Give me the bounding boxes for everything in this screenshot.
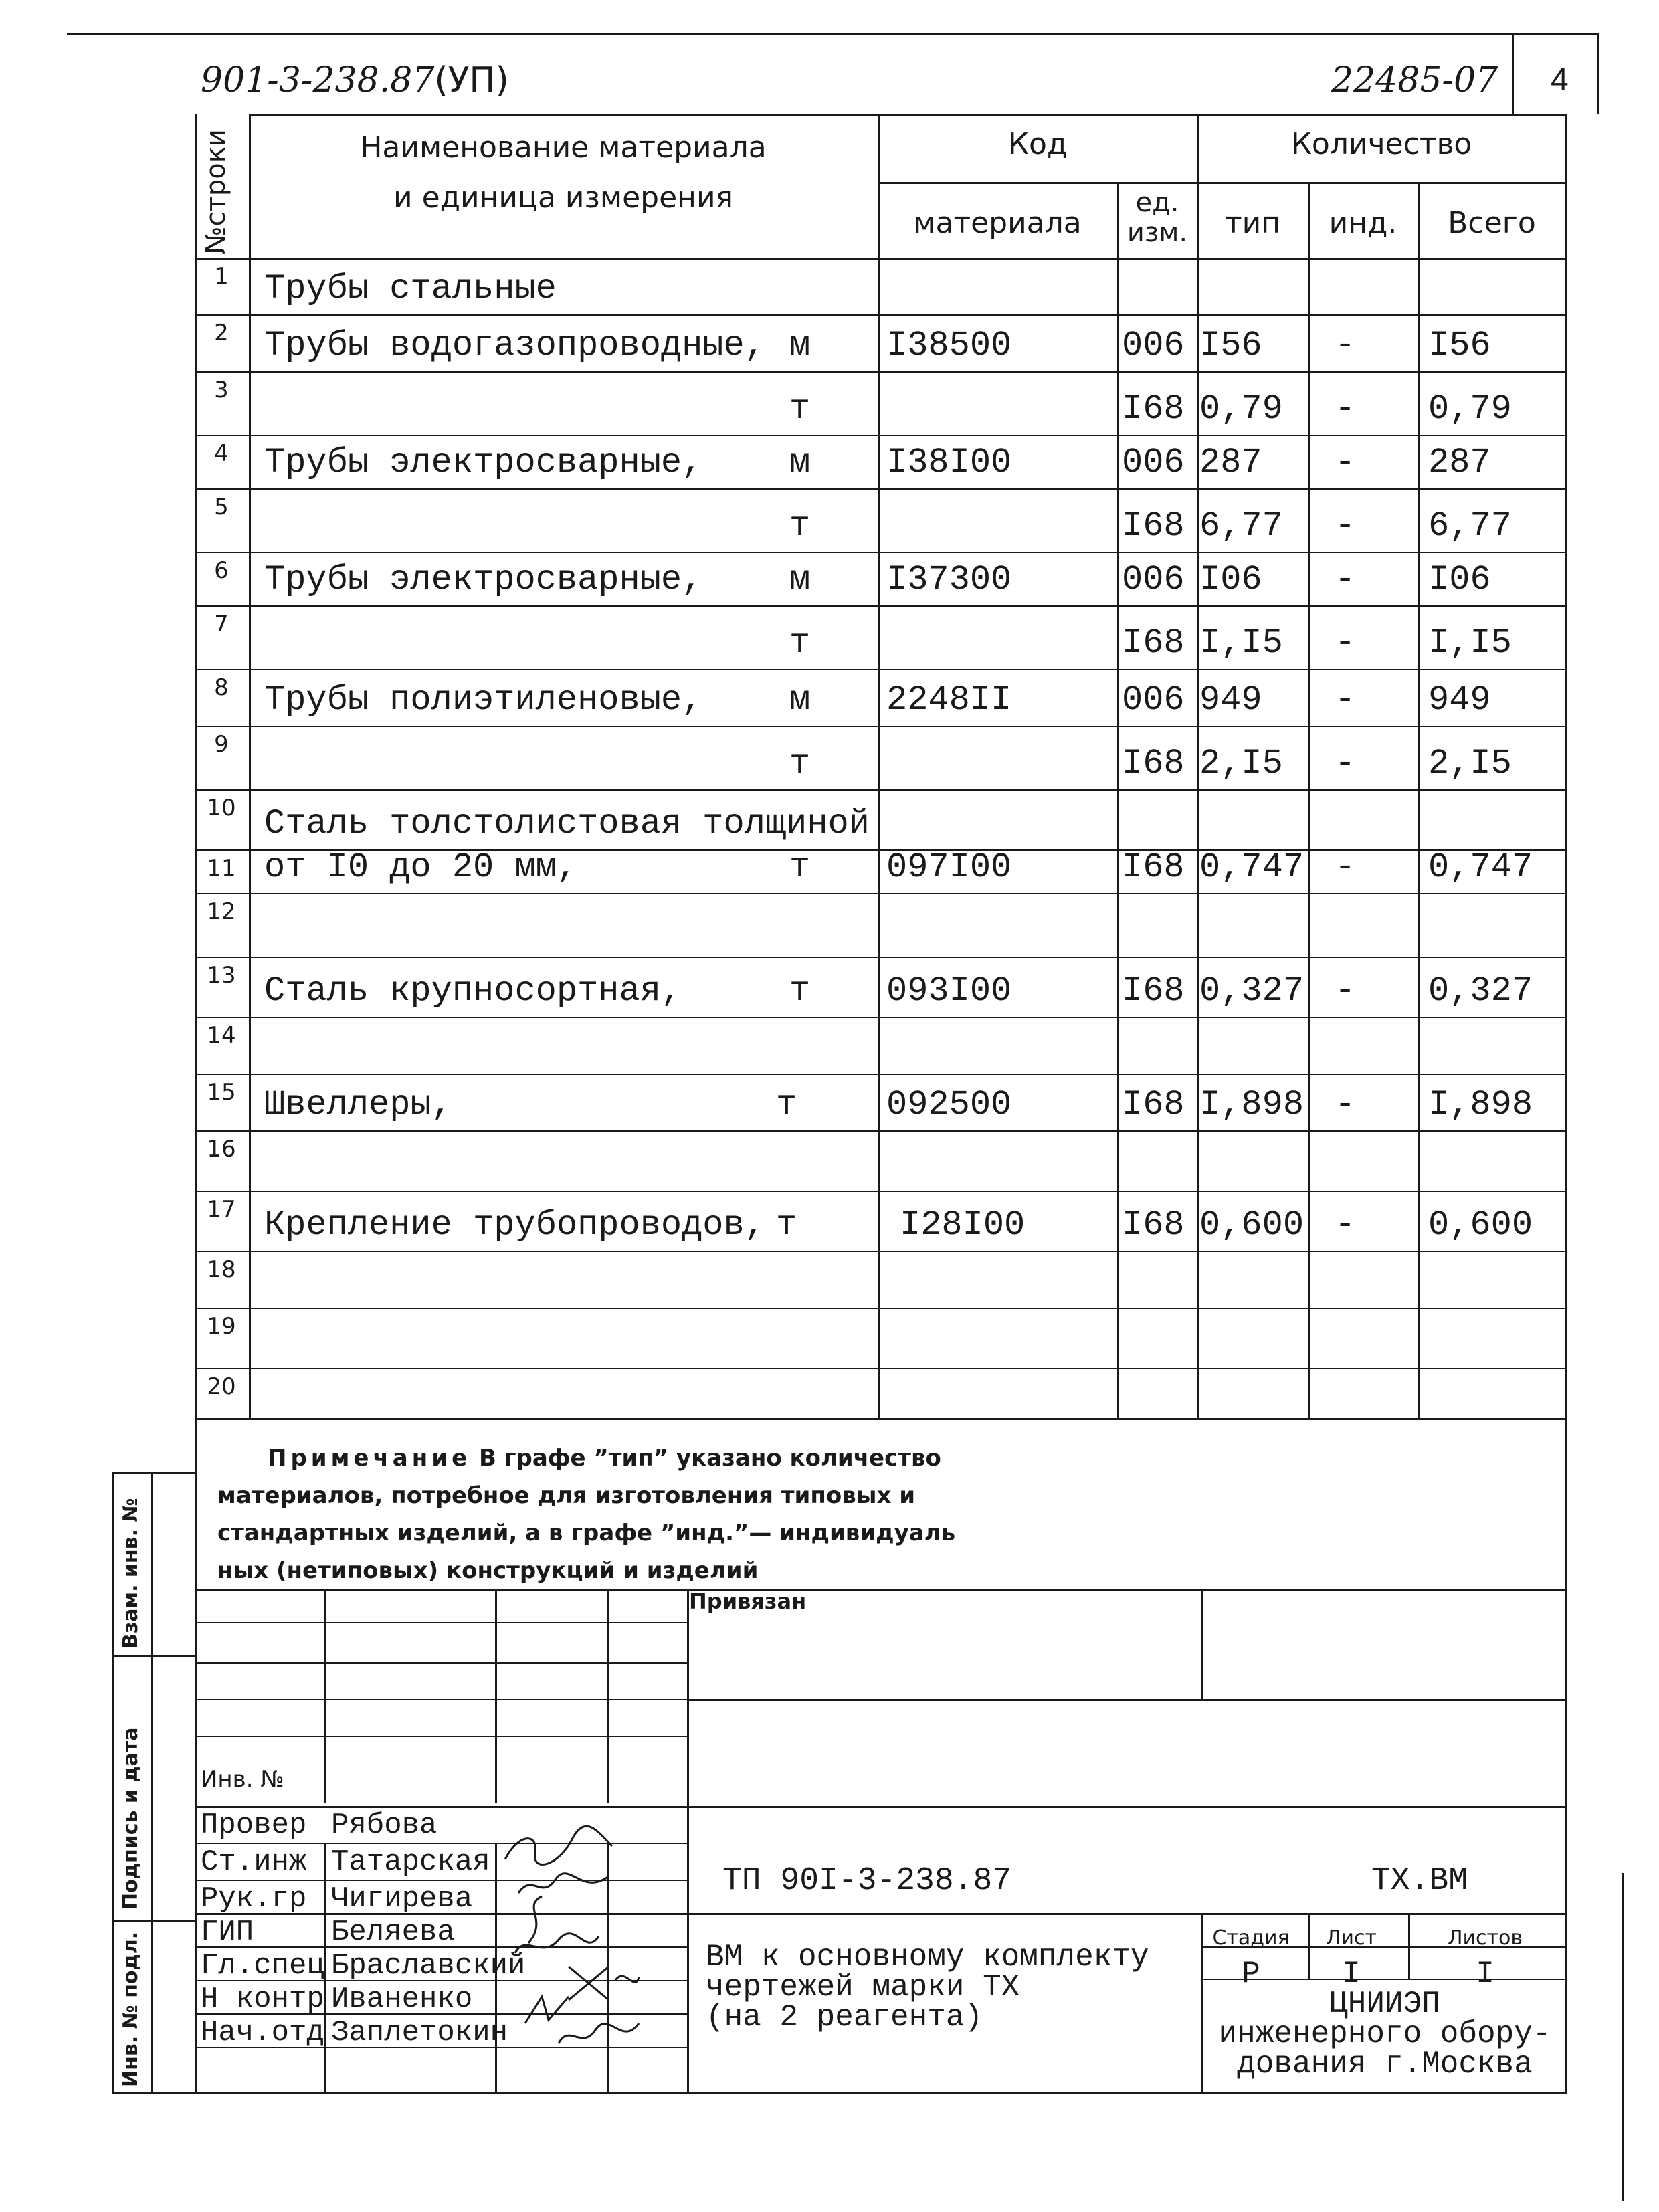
stage-label: Стадия bbox=[1212, 1926, 1290, 1950]
note-text-1: В графе ”тип” указано количество bbox=[478, 1445, 941, 1472]
material-name: Сталь крупносортная, bbox=[264, 971, 682, 1011]
qty-type: 0,747 bbox=[1199, 847, 1304, 887]
col-line-unit bbox=[1117, 182, 1119, 1418]
doc-code bbox=[201, 60, 509, 100]
qty-type: I,I5 bbox=[1199, 623, 1283, 663]
inventory-code: 22485-07 bbox=[1331, 60, 1498, 100]
approver-name: Чигирева bbox=[331, 1882, 473, 1916]
unit-code: 006 bbox=[1122, 326, 1185, 365]
row-line bbox=[195, 789, 1565, 791]
unit-of-measure: т bbox=[789, 389, 811, 429]
tb-line bbox=[195, 1622, 687, 1623]
material-name: Трубы полиэтиленовые, bbox=[264, 680, 703, 720]
row-number: 14 bbox=[207, 1022, 236, 1049]
tb-vline bbox=[1201, 1589, 1203, 1699]
row-line bbox=[195, 1130, 1565, 1132]
approver-role: Провер bbox=[201, 1809, 307, 1842]
unit-code: 006 bbox=[1122, 680, 1185, 720]
approver-name: Заплетокин bbox=[331, 2016, 508, 2049]
unit-of-measure: м bbox=[789, 560, 811, 599]
row-line bbox=[195, 957, 1565, 958]
qty-ind: - bbox=[1335, 971, 1356, 1011]
description-line1: ВМ к основному комплекту bbox=[706, 1940, 1149, 1975]
top-rule bbox=[67, 33, 1599, 35]
row-line bbox=[195, 726, 1565, 727]
approver-name: Беляева bbox=[331, 1916, 455, 1949]
unit-code: I68 bbox=[1122, 971, 1185, 1011]
unit-code: I68 bbox=[1122, 506, 1185, 546]
material-name: Трубы стальные bbox=[264, 269, 557, 308]
row-number: 3 bbox=[214, 377, 229, 403]
qty-ind: - bbox=[1335, 623, 1356, 663]
qty-ind: - bbox=[1335, 443, 1356, 482]
org-line2: инженерного обору- bbox=[1218, 2017, 1551, 2051]
inv-no-label: Инв. № bbox=[201, 1766, 284, 1793]
side-strip-left bbox=[112, 1472, 114, 2094]
approver-role: Н контр bbox=[201, 1983, 324, 2016]
qty-type: I,898 bbox=[1199, 1085, 1304, 1124]
material-name: Швеллеры, bbox=[264, 1085, 452, 1124]
side-strip-sep2 bbox=[112, 1920, 196, 1922]
qty-ind: - bbox=[1335, 326, 1356, 365]
side-podpis: Подпись и дата bbox=[119, 1727, 142, 1910]
material-code: I38I00 bbox=[886, 443, 1012, 482]
row-number: 13 bbox=[207, 962, 236, 989]
row-number: 15 bbox=[207, 1079, 236, 1106]
unit-of-measure: т bbox=[789, 847, 811, 887]
row-line bbox=[195, 1251, 1565, 1252]
unit-of-measure: т bbox=[776, 1205, 797, 1245]
row-line bbox=[195, 1308, 1565, 1309]
row-number: 16 bbox=[207, 1136, 236, 1163]
description-line3: (на 2 реагента) bbox=[706, 2000, 983, 2035]
description-line2: чертежей марки ТХ bbox=[706, 1970, 1020, 2005]
row-number: 6 bbox=[214, 557, 229, 584]
approver-role: Гл.спец bbox=[201, 1949, 324, 1983]
col-line-code bbox=[878, 114, 880, 1418]
qty-type: I06 bbox=[1199, 560, 1262, 599]
row-number: 5 bbox=[214, 494, 229, 520]
material-code: I37300 bbox=[886, 560, 1012, 599]
header-qty-total: Всего bbox=[1448, 206, 1536, 240]
qty-type: 287 bbox=[1199, 443, 1262, 482]
signature-zapletokin bbox=[555, 2017, 642, 2057]
material-code: 097I00 bbox=[886, 847, 1012, 887]
qty-total: 949 bbox=[1428, 680, 1491, 720]
tb-line bbox=[195, 1699, 687, 1700]
row-line bbox=[195, 893, 1565, 894]
material-name: от I0 до 20 мм, bbox=[264, 847, 578, 887]
material-code: 092500 bbox=[886, 1085, 1012, 1124]
sheet-label: Лист bbox=[1325, 1926, 1377, 1950]
qty-type: 0,600 bbox=[1199, 1205, 1304, 1245]
side-strip-sep1 bbox=[112, 1655, 196, 1657]
row-number: 20 bbox=[207, 1373, 236, 1400]
qty-ind: - bbox=[1335, 1205, 1356, 1245]
header-code-material: материала bbox=[913, 206, 1082, 240]
qty-total: 0,79 bbox=[1428, 389, 1512, 429]
unit-code: I68 bbox=[1122, 389, 1185, 429]
tb-line bbox=[687, 1699, 1565, 1701]
privyazan-label: Привязан bbox=[689, 1589, 807, 1614]
qty-type: 2,I5 bbox=[1199, 744, 1283, 783]
qty-type: 0,79 bbox=[1199, 389, 1283, 429]
qty-ind: - bbox=[1335, 1085, 1356, 1124]
row-number: 1 bbox=[214, 263, 229, 290]
header-bottom-line bbox=[195, 258, 1565, 260]
side-strip-top bbox=[112, 1472, 196, 1474]
stage-value: Р bbox=[1242, 1956, 1260, 1991]
header-row-number: №строки bbox=[201, 129, 231, 254]
material-name: Трубы электросварные, bbox=[264, 443, 703, 482]
qty-total: 0,327 bbox=[1428, 971, 1533, 1011]
qty-total: I,I5 bbox=[1428, 623, 1512, 663]
note-line3: стандартных изделий, а в графе ”инд.”— индивидуаль bbox=[217, 1520, 956, 1546]
tb-line bbox=[195, 1589, 687, 1591]
unit-of-measure: т bbox=[776, 1085, 797, 1124]
row-line bbox=[195, 1074, 1565, 1075]
header-quantity: Количество bbox=[1290, 127, 1472, 161]
row-line bbox=[195, 1368, 1565, 1369]
header-code-unit-line1: ед. bbox=[1135, 187, 1179, 218]
org-line1: ЦНИИЭП bbox=[1329, 1987, 1440, 2021]
header-code-unit-line2: изм. bbox=[1127, 217, 1188, 248]
qty-type: I56 bbox=[1199, 326, 1262, 365]
unit-of-measure: т bbox=[789, 971, 811, 1011]
col-line-ind bbox=[1308, 182, 1310, 1418]
material-name: Крепление трубопроводов, bbox=[264, 1205, 765, 1245]
qty-total: I56 bbox=[1428, 326, 1491, 365]
page-number-box-left bbox=[1512, 33, 1514, 114]
tb-line bbox=[195, 1806, 1565, 1808]
col-line-name bbox=[249, 114, 251, 1418]
col-line-right bbox=[1565, 114, 1567, 2094]
note-line1 bbox=[268, 1445, 941, 1472]
qty-type: 6,77 bbox=[1199, 506, 1283, 546]
tb-vline bbox=[324, 1843, 326, 2094]
side-inv-podl: Инв. № подл. bbox=[119, 1931, 142, 2087]
org-line3: дования г.Москва bbox=[1237, 2047, 1533, 2082]
approver-role: Ст.инж bbox=[201, 1845, 307, 1879]
unit-of-measure: м bbox=[789, 443, 811, 482]
tb-vline bbox=[324, 1589, 326, 1803]
header-qty-type: тип bbox=[1225, 206, 1280, 240]
tb-line bbox=[195, 1736, 687, 1737]
row-line bbox=[195, 435, 1565, 436]
qty-total: I,898 bbox=[1428, 1085, 1533, 1124]
qty-ind: - bbox=[1335, 847, 1356, 887]
row-line bbox=[195, 605, 1565, 607]
unit-of-measure: т bbox=[789, 623, 811, 663]
page-number-box-right bbox=[1597, 33, 1599, 114]
row-number: 10 bbox=[207, 795, 236, 821]
doc-code-suffix: (УП) bbox=[434, 60, 509, 100]
qty-total: 6,77 bbox=[1428, 506, 1512, 546]
col-line-total bbox=[1418, 182, 1420, 1418]
approver-name: Браславский bbox=[331, 1949, 526, 1983]
row-line bbox=[195, 1017, 1565, 1018]
qty-ind: - bbox=[1335, 506, 1356, 546]
approver-role: Рук.гр bbox=[201, 1882, 307, 1916]
row-number: 12 bbox=[207, 898, 236, 925]
unit-of-measure: т bbox=[789, 506, 811, 546]
row-line bbox=[195, 371, 1565, 373]
sheets-value: I bbox=[1476, 1956, 1494, 1991]
material-code: I38500 bbox=[886, 326, 1012, 365]
approver-role: Нач.отд bbox=[201, 2016, 324, 2049]
header-mid-line bbox=[878, 182, 1565, 184]
tb-vline bbox=[1201, 1913, 1203, 2094]
header-name-line2: и единица измерения bbox=[393, 181, 734, 215]
material-code: 2248II bbox=[886, 680, 1012, 720]
material-name: Трубы электросварные, bbox=[264, 560, 703, 599]
table-top-line bbox=[249, 114, 1565, 116]
side-vzam: Взам. инв. № bbox=[119, 1498, 142, 1649]
unit-code: 006 bbox=[1122, 560, 1185, 599]
qty-ind: - bbox=[1335, 560, 1356, 599]
right-edge-mark bbox=[1622, 1873, 1624, 2201]
qty-total: 287 bbox=[1428, 443, 1491, 482]
doc-mark: ТХ.ВМ bbox=[1371, 1863, 1468, 1899]
sheet-value: I bbox=[1342, 1956, 1361, 1991]
approver-name: Иваненко bbox=[331, 1983, 473, 2016]
unit-code: I68 bbox=[1122, 847, 1185, 887]
qty-type: 949 bbox=[1199, 680, 1262, 720]
sheets-label: Листов bbox=[1447, 1926, 1523, 1950]
tb-vline bbox=[687, 1589, 689, 2094]
approver-name: Рябова bbox=[331, 1809, 437, 1842]
page-number: 4 bbox=[1551, 62, 1569, 98]
doc-number: ТП 90I-3-238.87 bbox=[722, 1863, 1012, 1899]
row-line bbox=[195, 669, 1565, 670]
material-code: 093I00 bbox=[886, 971, 1012, 1011]
table-bottom-line bbox=[195, 1418, 1565, 1420]
row-number: 9 bbox=[214, 731, 229, 758]
row-line bbox=[195, 552, 1565, 553]
qty-ind: - bbox=[1335, 680, 1356, 720]
row-line bbox=[195, 1191, 1565, 1192]
tb-vline bbox=[495, 1589, 497, 1803]
unit-of-measure: т bbox=[789, 744, 811, 783]
row-number: 7 bbox=[214, 611, 229, 637]
qty-type: 0,327 bbox=[1199, 971, 1304, 1011]
row-number: 18 bbox=[207, 1256, 236, 1283]
note-line2: материалов, потребное для изготовления типовых и bbox=[217, 1482, 916, 1509]
unit-code: I68 bbox=[1122, 1205, 1185, 1245]
side-strip-right bbox=[151, 1472, 153, 2094]
row-number: 11 bbox=[207, 855, 236, 882]
unit-code: I68 bbox=[1122, 1085, 1185, 1124]
approver-role: ГИП bbox=[201, 1916, 254, 1949]
material-name: Сталь толстолистовая толщиной bbox=[264, 804, 870, 843]
unit-of-measure: м bbox=[789, 680, 811, 720]
approver-name: Татарская bbox=[331, 1845, 490, 1879]
row-line bbox=[195, 488, 1565, 490]
row-line bbox=[195, 314, 1565, 316]
unit-code: I68 bbox=[1122, 744, 1185, 783]
qty-total: 0,600 bbox=[1428, 1205, 1533, 1245]
qty-ind: - bbox=[1335, 744, 1356, 783]
tb-vline bbox=[607, 1589, 609, 1803]
unit-code: I68 bbox=[1122, 623, 1185, 663]
qty-total: 0,747 bbox=[1428, 847, 1533, 887]
header-name-line1: Наименование материала bbox=[360, 130, 767, 165]
row-number: 2 bbox=[214, 320, 229, 346]
qty-total: 2,I5 bbox=[1428, 744, 1512, 783]
material-name: Трубы водогазопроводные, bbox=[264, 326, 765, 365]
tb-vline bbox=[1408, 1913, 1410, 1979]
row-number: 19 bbox=[207, 1313, 236, 1340]
header-code: Код bbox=[1007, 127, 1068, 161]
unit-of-measure: м bbox=[789, 326, 811, 365]
note-line4: ных (нетиповых) конструкций и изделий bbox=[217, 1557, 759, 1584]
material-code: I28I00 bbox=[900, 1205, 1026, 1245]
tb-line bbox=[195, 1662, 687, 1664]
tb-line bbox=[195, 2092, 1565, 2094]
doc-code-number: 901-3-238.87 bbox=[201, 60, 435, 100]
row-number: 8 bbox=[214, 674, 229, 701]
row-number: 4 bbox=[214, 440, 229, 467]
note-lead: Примечание bbox=[268, 1445, 472, 1472]
tb-line bbox=[687, 1589, 1565, 1591]
side-strip-bottom bbox=[112, 2092, 196, 2094]
row-number: 17 bbox=[207, 1196, 236, 1223]
header-qty-ind: инд. bbox=[1329, 206, 1397, 240]
qty-ind: - bbox=[1335, 389, 1356, 429]
unit-code: 006 bbox=[1122, 443, 1185, 482]
qty-total: I06 bbox=[1428, 560, 1491, 599]
signature-belyaeva bbox=[512, 1930, 605, 1963]
